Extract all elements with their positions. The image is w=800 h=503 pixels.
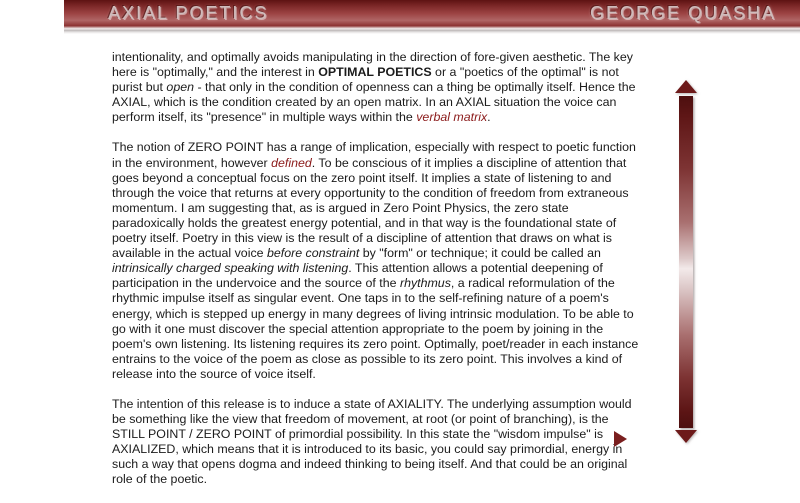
forward-arrow-icon[interactable] bbox=[614, 431, 627, 447]
paragraph-zero-point: The notion of ZERO POINT has a range of implication, especially with respect to poetic function in the environment, however defined. To be conscious of it implies a discipline of attention that goes beyond a conceptual focus on the zero point itself. It implies a state of listening to and through the voice that returns at every opportunity to the condition of freedom from extraneous momentum. I am suggesting that, as is argued in Zero Point Physics, the zero state paradoxically holds the greatest energy potential, and in that way is the foundational state of poetry itself. Poetry in this view is the result of a discipline of attention that draws on what is available in the actual voice before constraint by "form" or technique; it could be called an intrinsically charged speaking with listening. This attention allows a potential deepening of participation in the undervoice and the source of the rhythmus, a radical reformulation of the rhythmic impulse itself as singular event. One taps in to the self-refining nature of a poem's energy, which is stepped up energy in many degrees of living intrinsic modulation. To be able to go with it one must discover the special attention appropriate to the poem by joining in the poem's own listening. Its listening requires its zero point. Optimally, poet/reader in each instance entrains to the voice of the poem as close as possible to its zero point. This involves a kind of release into the source of voice itself. bbox=[112, 140, 639, 381]
emphasis-text: rhythmus bbox=[399, 276, 451, 291]
emphasis-text: defined bbox=[271, 155, 312, 170]
scroll-track[interactable] bbox=[679, 96, 693, 428]
emphasis-text: intrinsically charged speaking with listening bbox=[112, 261, 349, 276]
site-title: AXIAL POETICS bbox=[108, 3, 269, 23]
scroll-up-arrow-icon[interactable] bbox=[675, 80, 697, 93]
emphasis-text: before constraint bbox=[266, 246, 360, 261]
paragraph-optimal-poetics: intentionality, and optimally avoids manipulating in the direction of fore-given aesthetic. The key here is "optimally," and the interest in OPTIMAL POETICS or a "poetics of the optimal" is not purist but open - that only in the condition of openness can a thing be optimally itself. Hence the AXIAL, which is the condition created by an open matrix. In an AXIAL situation the voice can perform itself, its "presence" in multiple ways within the verbal matrix. bbox=[112, 50, 636, 125]
emphasis-text: verbal matrix bbox=[416, 110, 488, 125]
article-body bbox=[112, 50, 640, 503]
emphasis-text: OPTIMAL POETICS bbox=[318, 65, 432, 80]
paragraph-axiality: The intention of this release is to induce a state of AXIALITY. The underlying assumption would be something like the view that freedom of movement, at root (or point of branching), is the STILL POINT / ZERO POINT of primordial possibility. In this state the "wisdom impulse" is AXIALIZED, which means that it is introduced to its basic, you could say primordial, energy in such a way that opens dogma and indeed thinking to being itself. And that could be an original role of the poetic. bbox=[112, 396, 632, 487]
scroll-down-arrow-icon[interactable] bbox=[675, 430, 697, 443]
emphasis-text: open bbox=[166, 80, 194, 95]
site-banner bbox=[64, 0, 800, 30]
custom-scrollbar[interactable] bbox=[672, 80, 700, 446]
banner-underline bbox=[64, 30, 800, 34]
author-name: GEORGE QUASHA bbox=[589, 3, 776, 23]
